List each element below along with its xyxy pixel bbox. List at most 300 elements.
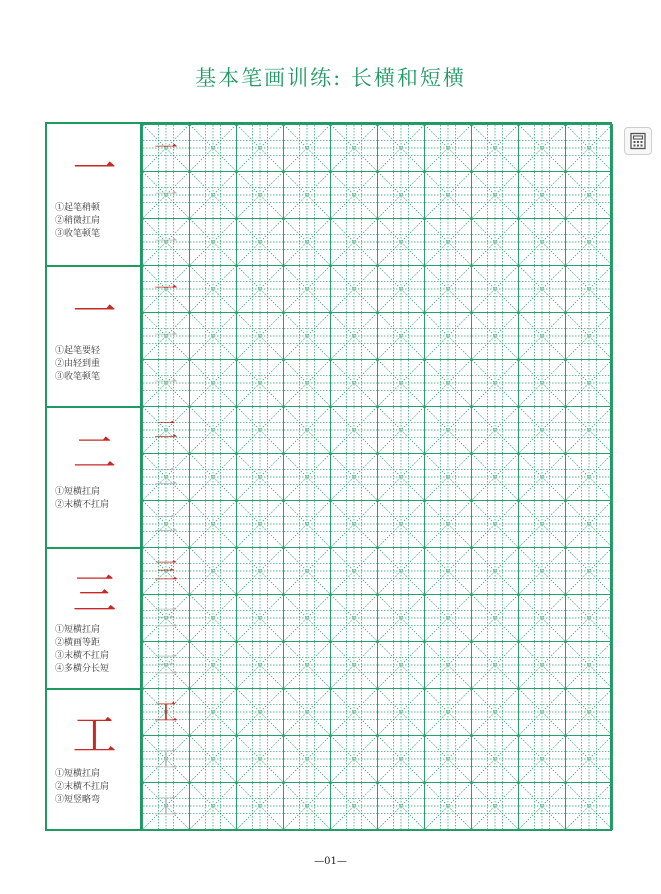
demo-stroke [47,706,142,766]
practice-cell[interactable] [424,265,472,313]
tip-item: ③收笔顿笔 [55,372,101,382]
tip-item: ②末横不扛肩 [55,500,110,510]
practice-cell[interactable] [142,265,190,313]
trace-character: 一 [154,322,178,350]
practice-cell[interactable] [330,218,378,266]
cell-guide-lines [566,783,612,829]
practice-cell[interactable] [283,218,331,266]
practice-cell[interactable] [424,782,472,830]
practice-cell[interactable] [377,406,425,454]
cell-guide-lines [566,125,612,171]
practice-cell[interactable] [236,782,284,830]
cell-guide-lines [284,360,330,406]
practice-cell[interactable] [565,594,613,642]
practice-cell[interactable] [283,406,331,454]
practice-cell[interactable] [330,782,378,830]
practice-cell[interactable] [189,218,237,266]
tip-item: ①短横扛肩 [55,487,101,497]
cell-guide-lines [566,454,612,500]
calculator-button[interactable] [624,127,652,155]
cell-guide-lines [425,125,471,171]
practice-cell[interactable] [236,406,284,454]
cell-guide-lines [284,313,330,359]
cell-guide-lines [237,689,283,735]
cell-guide-lines [331,313,377,359]
practice-cell[interactable] [189,453,237,501]
practice-cell[interactable] [189,124,237,172]
practice-cell[interactable] [236,171,284,219]
practice-cell[interactable] [424,735,472,783]
practice-cell[interactable] [518,547,566,595]
cell-guide-lines [331,172,377,218]
practice-cell[interactable] [424,124,472,172]
tip-item: ②横画等距 [55,638,101,648]
tip-item: ①起笔要轻 [55,346,101,356]
cell-guide-lines [331,689,377,735]
practice-cell[interactable] [142,688,190,736]
trace-character: 工 [154,745,178,773]
practice-cell[interactable] [236,218,284,266]
cell-guide-lines [190,266,236,312]
practice-cell[interactable] [377,171,425,219]
demo-stroke [47,140,142,200]
practice-cell[interactable] [377,688,425,736]
cell-guide-lines [425,548,471,594]
practice-cell[interactable] [330,453,378,501]
practice-cell[interactable] [189,735,237,783]
practice-cell[interactable] [377,641,425,689]
practice-cell[interactable] [236,594,284,642]
cell-guide-lines [237,219,283,265]
cell-guide-lines [472,219,518,265]
practice-cell[interactable] [518,500,566,548]
trace-character: 三 [154,604,178,632]
cell-guide-lines [566,548,612,594]
demo-character: 二 [72,428,117,479]
practice-cell[interactable] [142,735,190,783]
cell-guide-lines [519,454,565,500]
trace-character: 工 [154,792,178,820]
cell-guide-lines [519,125,565,171]
practice-cell[interactable] [518,688,566,736]
demo-stroke [47,424,142,484]
cell-guide-lines [284,595,330,641]
practice-cell[interactable] [565,171,613,219]
cell-guide-lines [284,219,330,265]
cell-guide-lines [237,501,283,547]
practice-cell[interactable] [236,641,284,689]
cell-guide-lines [284,454,330,500]
cell-guide-lines [190,736,236,782]
cell-guide-lines [190,783,236,829]
practice-cell[interactable] [565,688,613,736]
practice-cell[interactable] [471,171,519,219]
practice-cell[interactable] [424,594,472,642]
cell-guide-lines [519,595,565,641]
practice-cell[interactable] [283,782,331,830]
cell-guide-lines [190,548,236,594]
practice-cell[interactable] [377,359,425,407]
tip-item: ③末横不扛肩 [55,651,110,661]
practice-cell[interactable] [471,594,519,642]
practice-cell[interactable] [142,500,190,548]
practice-cell[interactable] [189,359,237,407]
practice-cell[interactable] [189,500,237,548]
practice-cell[interactable] [424,547,472,595]
cell-guide-lines [378,501,424,547]
practice-cell[interactable] [518,641,566,689]
practice-cell[interactable] [377,124,425,172]
cell-guide-lines [519,266,565,312]
cell-guide-lines [331,595,377,641]
practice-cell[interactable] [330,735,378,783]
cell-guide-lines [378,219,424,265]
practice-cell[interactable] [189,406,237,454]
cell-guide-lines [519,360,565,406]
practice-cell[interactable] [471,688,519,736]
cell-guide-lines [378,736,424,782]
cell-guide-lines [237,783,283,829]
tip-item: ①起笔稍顿 [55,203,101,213]
practice-cell[interactable] [283,500,331,548]
practice-cell[interactable] [330,688,378,736]
stroke-tips [55,768,109,807]
cell-guide-lines [519,642,565,688]
practice-cell[interactable] [518,171,566,219]
practice-cell[interactable] [283,124,331,172]
practice-cell[interactable] [142,171,190,219]
cell-guide-lines [472,736,518,782]
practice-cell[interactable] [189,265,237,313]
practice-cell[interactable] [330,124,378,172]
practice-cell[interactable] [377,218,425,266]
practice-cell[interactable] [424,406,472,454]
practice-cell[interactable] [377,312,425,360]
practice-cell[interactable] [283,594,331,642]
demo-stroke [47,565,142,625]
cell-guide-lines [237,548,283,594]
practice-cell[interactable] [236,547,284,595]
practice-cell[interactable] [330,171,378,219]
practice-cell[interactable] [142,124,190,172]
practice-cell[interactable] [518,312,566,360]
cell-guide-lines [284,783,330,829]
section-light-to-heavy [47,265,142,406]
cell-guide-lines [237,313,283,359]
cell-guide-lines [331,783,377,829]
stroke-tips [55,202,100,241]
cell-guide-lines [284,689,330,735]
practice-cell[interactable] [283,688,331,736]
cell-guide-lines [378,783,424,829]
practice-cell[interactable] [189,547,237,595]
practice-cell[interactable] [189,312,237,360]
cell-guide-lines [425,360,471,406]
practice-cell[interactable] [377,453,425,501]
practice-cell[interactable] [424,453,472,501]
practice-cell[interactable] [518,124,566,172]
demo-stroke [47,283,142,343]
practice-cell[interactable] [471,641,519,689]
practice-cell[interactable] [518,453,566,501]
cell-guide-lines [190,360,236,406]
cell-guide-lines [472,689,518,735]
cell-guide-lines [190,172,236,218]
page-number: —01— [314,856,347,867]
stroke-tips [55,486,109,512]
tip-item: ①短横扛肩 [55,769,101,779]
cell-guide-lines [519,783,565,829]
practice-cell[interactable] [142,594,190,642]
practice-cell[interactable] [330,312,378,360]
practice-cell[interactable] [283,359,331,407]
cell-guide-lines [472,783,518,829]
practice-cell[interactable] [330,406,378,454]
stroke-tips [55,345,100,384]
practice-cell[interactable] [330,594,378,642]
cell-guide-lines [425,501,471,547]
practice-cell[interactable] [565,735,613,783]
practice-cell[interactable] [518,782,566,830]
cell-guide-lines [378,266,424,312]
practice-cell[interactable] [377,500,425,548]
practice-sheet [45,122,612,831]
cell-guide-lines [472,360,518,406]
cell-guide-lines [331,642,377,688]
practice-cell[interactable] [142,218,190,266]
cell-guide-lines [566,360,612,406]
cell-guide-lines [566,642,612,688]
cell-guide-lines [472,642,518,688]
practice-cell[interactable] [471,782,519,830]
practice-cell[interactable] [283,547,331,595]
cell-guide-lines [284,125,330,171]
cell-guide-lines [566,266,612,312]
practice-cell[interactable] [518,218,566,266]
practice-cell[interactable] [283,312,331,360]
practice-cell[interactable] [377,594,425,642]
cell-guide-lines [284,501,330,547]
section-work [47,688,142,829]
practice-cell[interactable] [236,688,284,736]
practice-cell[interactable] [565,124,613,172]
section-three [47,547,142,688]
cell-guide-lines [472,501,518,547]
practice-cell[interactable] [142,453,190,501]
practice-cell[interactable] [189,171,237,219]
practice-cell[interactable] [471,312,519,360]
cell-guide-lines [519,313,565,359]
cell-guide-lines [331,736,377,782]
cell-guide-lines [519,172,565,218]
practice-cell[interactable] [565,218,613,266]
practice-cell[interactable] [565,265,613,313]
practice-cell[interactable] [236,312,284,360]
cell-guide-lines [378,172,424,218]
practice-cell[interactable] [142,312,190,360]
cell-guide-lines [237,360,283,406]
cell-guide-lines [472,313,518,359]
demo-character: 工 [72,710,117,761]
model-character: 一 [154,275,178,303]
practice-cell[interactable] [424,641,472,689]
trace-character: 一 [154,228,178,256]
cell-guide-lines [378,407,424,453]
practice-cell[interactable] [189,688,237,736]
cell-guide-lines [284,642,330,688]
practice-cell[interactable] [471,124,519,172]
practice-cell[interactable] [236,265,284,313]
practice-cell[interactable] [424,171,472,219]
practice-cell[interactable] [518,594,566,642]
practice-cell[interactable] [424,500,472,548]
practice-cell[interactable] [565,312,613,360]
practice-cell[interactable] [518,406,566,454]
cell-guide-lines [190,219,236,265]
practice-cell[interactable] [236,500,284,548]
cell-guide-lines [378,313,424,359]
stroke-tips [55,624,109,676]
practice-cell[interactable] [377,782,425,830]
practice-cell[interactable] [471,406,519,454]
tip-item: ④多横分长短 [55,664,110,674]
practice-cell[interactable] [283,641,331,689]
cell-guide-lines [472,548,518,594]
practice-cell[interactable] [518,359,566,407]
demo-character: 一 [72,287,117,338]
cell-guide-lines [519,689,565,735]
cell-guide-lines [284,548,330,594]
practice-cell[interactable] [471,453,519,501]
tip-item: ①短横扛肩 [55,625,101,635]
practice-cell[interactable] [565,359,613,407]
practice-cell[interactable] [377,547,425,595]
demo-character: 一 [72,144,117,195]
cell-guide-lines [237,595,283,641]
practice-cell[interactable] [424,688,472,736]
calculator-icon [629,132,647,150]
cell-guide-lines [237,407,283,453]
practice-cell[interactable] [283,735,331,783]
model-character: 三 [154,557,178,585]
practice-cell[interactable] [189,594,237,642]
practice-cell[interactable] [142,641,190,689]
practice-cell[interactable] [189,641,237,689]
practice-cell[interactable] [283,171,331,219]
cell-guide-lines [331,266,377,312]
practice-cell[interactable] [236,124,284,172]
cell-guide-lines [566,689,612,735]
practice-cell[interactable] [471,500,519,548]
cell-guide-lines [425,313,471,359]
practice-cell[interactable] [424,359,472,407]
practice-cell[interactable] [565,782,613,830]
cell-guide-lines [331,548,377,594]
cell-guide-lines [190,407,236,453]
cell-guide-lines [425,407,471,453]
model-character: 工 [154,698,178,726]
practice-cell[interactable] [424,218,472,266]
tip-item: ②稍微扛肩 [55,216,101,226]
practice-cell[interactable] [565,406,613,454]
cell-guide-lines [472,454,518,500]
cell-guide-lines [284,736,330,782]
cell-guide-lines [378,454,424,500]
practice-cell[interactable] [471,547,519,595]
practice-cell[interactable] [142,782,190,830]
cell-guide-lines [378,125,424,171]
practice-cell[interactable] [283,453,331,501]
cell-guide-lines [425,595,471,641]
cell-guide-lines [566,501,612,547]
practice-cell[interactable] [330,500,378,548]
cell-guide-lines [190,313,236,359]
cell-guide-lines [425,172,471,218]
cell-guide-lines [331,454,377,500]
practice-cell[interactable] [471,735,519,783]
practice-cell[interactable] [377,265,425,313]
practice-cell[interactable] [142,406,190,454]
practice-cell[interactable] [189,782,237,830]
cell-guide-lines [190,501,236,547]
practice-cell[interactable] [142,547,190,595]
practice-cell[interactable] [330,547,378,595]
practice-cell[interactable] [377,735,425,783]
cell-guide-lines [519,219,565,265]
demo-character: 三 [72,569,117,620]
practice-cell[interactable] [283,265,331,313]
practice-cell[interactable] [565,500,613,548]
cell-guide-lines [190,642,236,688]
cell-guide-lines [378,548,424,594]
practice-cell[interactable] [518,265,566,313]
cell-guide-lines [237,454,283,500]
practice-cell[interactable] [518,735,566,783]
cell-guide-lines [566,736,612,782]
practice-cell[interactable] [471,359,519,407]
cell-guide-lines [237,125,283,171]
section-long-horizontal [47,124,142,265]
cell-guide-lines [378,595,424,641]
practice-cell[interactable] [142,359,190,407]
practice-cell[interactable] [330,359,378,407]
section-two [47,406,142,547]
practice-cell[interactable] [236,735,284,783]
cell-guide-lines [284,266,330,312]
cell-guide-lines [519,407,565,453]
practice-cell[interactable] [236,359,284,407]
practice-cell[interactable] [424,312,472,360]
practice-cell[interactable] [471,218,519,266]
cell-guide-lines [190,125,236,171]
cell-guide-lines [566,595,612,641]
tip-item: ②由轻到重 [55,359,101,369]
practice-cell[interactable] [236,453,284,501]
cell-guide-lines [331,501,377,547]
practice-cell[interactable] [330,265,378,313]
practice-cell[interactable] [565,547,613,595]
cell-guide-lines [425,454,471,500]
practice-cell[interactable] [330,641,378,689]
model-character: 二 [154,416,178,444]
cell-guide-lines [472,407,518,453]
practice-cell[interactable] [471,265,519,313]
cell-guide-lines [378,360,424,406]
practice-cell[interactable] [565,641,613,689]
practice-cell[interactable] [565,453,613,501]
cell-guide-lines [519,501,565,547]
cell-guide-lines [566,407,612,453]
